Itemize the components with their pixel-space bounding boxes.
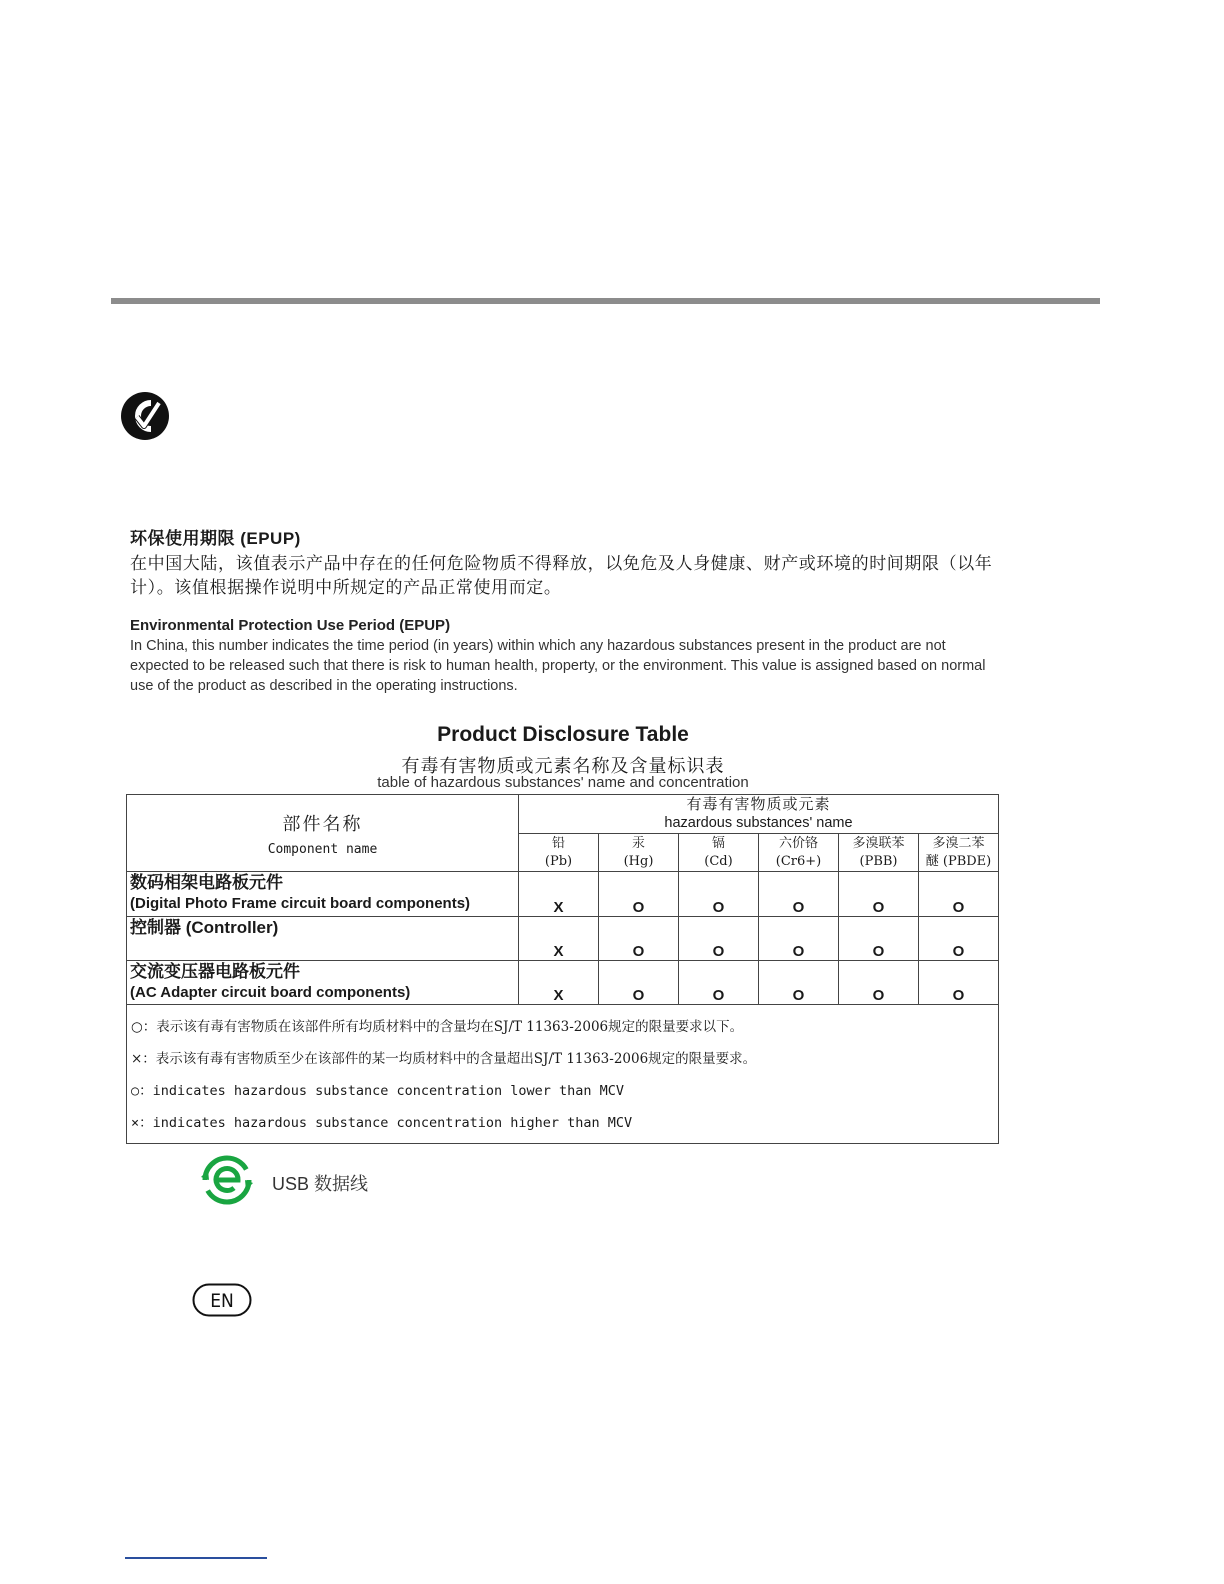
table-title: Product Disclosure Table [437, 723, 689, 746]
mark-cell: X [519, 917, 599, 961]
footer-link-line [125, 1557, 267, 1559]
table-row [127, 961, 999, 1005]
component-header-en: Component name [267, 841, 378, 857]
mark-cell: O [679, 917, 759, 961]
mark-cell: O [759, 917, 839, 961]
substances-header-en: hazardous substances' name [664, 815, 853, 831]
en-badge-text: EN [210, 1290, 234, 1312]
mark-cell: O [599, 872, 679, 917]
note-over-limit-zh: ×：表示该有毒有害物质至少在该部件的某一均质材料中的含量超出SJ/T 11363-2006规定的限量要求。 [131, 1051, 757, 1067]
substance-cd: 镉 (Cd) [679, 834, 759, 872]
table-row [127, 872, 999, 917]
mark-cell: O [839, 917, 919, 961]
component-header-zh: 部件名称 [282, 813, 363, 835]
substance-hg: 汞 (Hg) [599, 834, 679, 872]
substances-header-zh: 有毒有害物质或元素 [686, 795, 831, 813]
table-subtitle-en: table of hazardous substances' name and concentration [377, 774, 749, 791]
mark-cell: X [519, 961, 599, 1005]
component-header [127, 795, 519, 872]
epup-body-en: In China, this number indicates the time period (in years) within which any hazardous substances present in the product are not expected to be released such that there is risk to human health, property, or the environment. This value is assigned based on normal use of the product as described in the operating instructions. [130, 638, 986, 694]
note-under-limit-en: ○：indicates hazardous substance concentration lower than MCV [131, 1083, 625, 1099]
component-cell: 交流变压器电路板元件 (AC Adapter circuit board components) [127, 961, 519, 1005]
mark-cell: O [759, 872, 839, 917]
substance-cr6: 六价铬 (Cr6+) [759, 834, 839, 872]
language-en-badge-icon [192, 1283, 252, 1317]
note-over-limit-en: ×：indicates hazardous substance concentration higher than MCV [131, 1115, 633, 1131]
substance-pbb: 多溴联苯 (PBB) [839, 834, 919, 872]
mark-cell: O [599, 961, 679, 1005]
substance-pbde: 多溴二苯 醚 (PBDE) [919, 834, 999, 872]
mark-cell: O [919, 872, 999, 917]
mark-cell: O [679, 961, 759, 1005]
mark-cell: O [679, 872, 759, 917]
component-cell: 控制器 (Controller) [127, 917, 519, 961]
header-rule [111, 298, 1100, 304]
disclosure-table [126, 794, 999, 1144]
mark-cell: O [919, 917, 999, 961]
eco-e-recycle-icon [196, 1155, 258, 1205]
epup-section [130, 528, 1000, 696]
mark-cell: O [839, 961, 919, 1005]
mark-cell: X [519, 872, 599, 917]
table-row [127, 917, 999, 961]
mark-cell: O [599, 917, 679, 961]
epup-title-en: Environmental Protection Use Period (EPUP) [130, 617, 451, 634]
usb-cable-label: USB 数据线 [272, 1174, 369, 1194]
mark-cell: O [919, 961, 999, 1005]
c-tick-mark-icon [120, 391, 170, 441]
epup-body-zh: 在中国大陆，该值表示产品中存在的任何危险物质不得释放，以免危及人身健康、财产或环境的时间期限（以年计）。该值根据操作说明中所规定的产品正常使用而定。 [130, 554, 993, 597]
substance-pb: 铅 (Pb) [519, 834, 599, 872]
epup-title-zh: 环保使用期限 (EPUP) [130, 529, 301, 548]
note-under-limit-zh: ○：表示该有毒有害物质在该部件所有均质材料中的含量均在SJ/T 11363-2006规定的限量要求以下。 [131, 1019, 744, 1035]
component-cell: 数码相架电路板元件 (Digital Photo Frame circuit board components) [127, 872, 519, 917]
substances-header [519, 795, 999, 834]
mark-cell: O [839, 872, 919, 917]
table-notes [127, 1005, 999, 1144]
mark-cell: O [759, 961, 839, 1005]
table-subtitle-zh: 有毒有害物质或元素名称及含量标识表 [401, 756, 725, 777]
